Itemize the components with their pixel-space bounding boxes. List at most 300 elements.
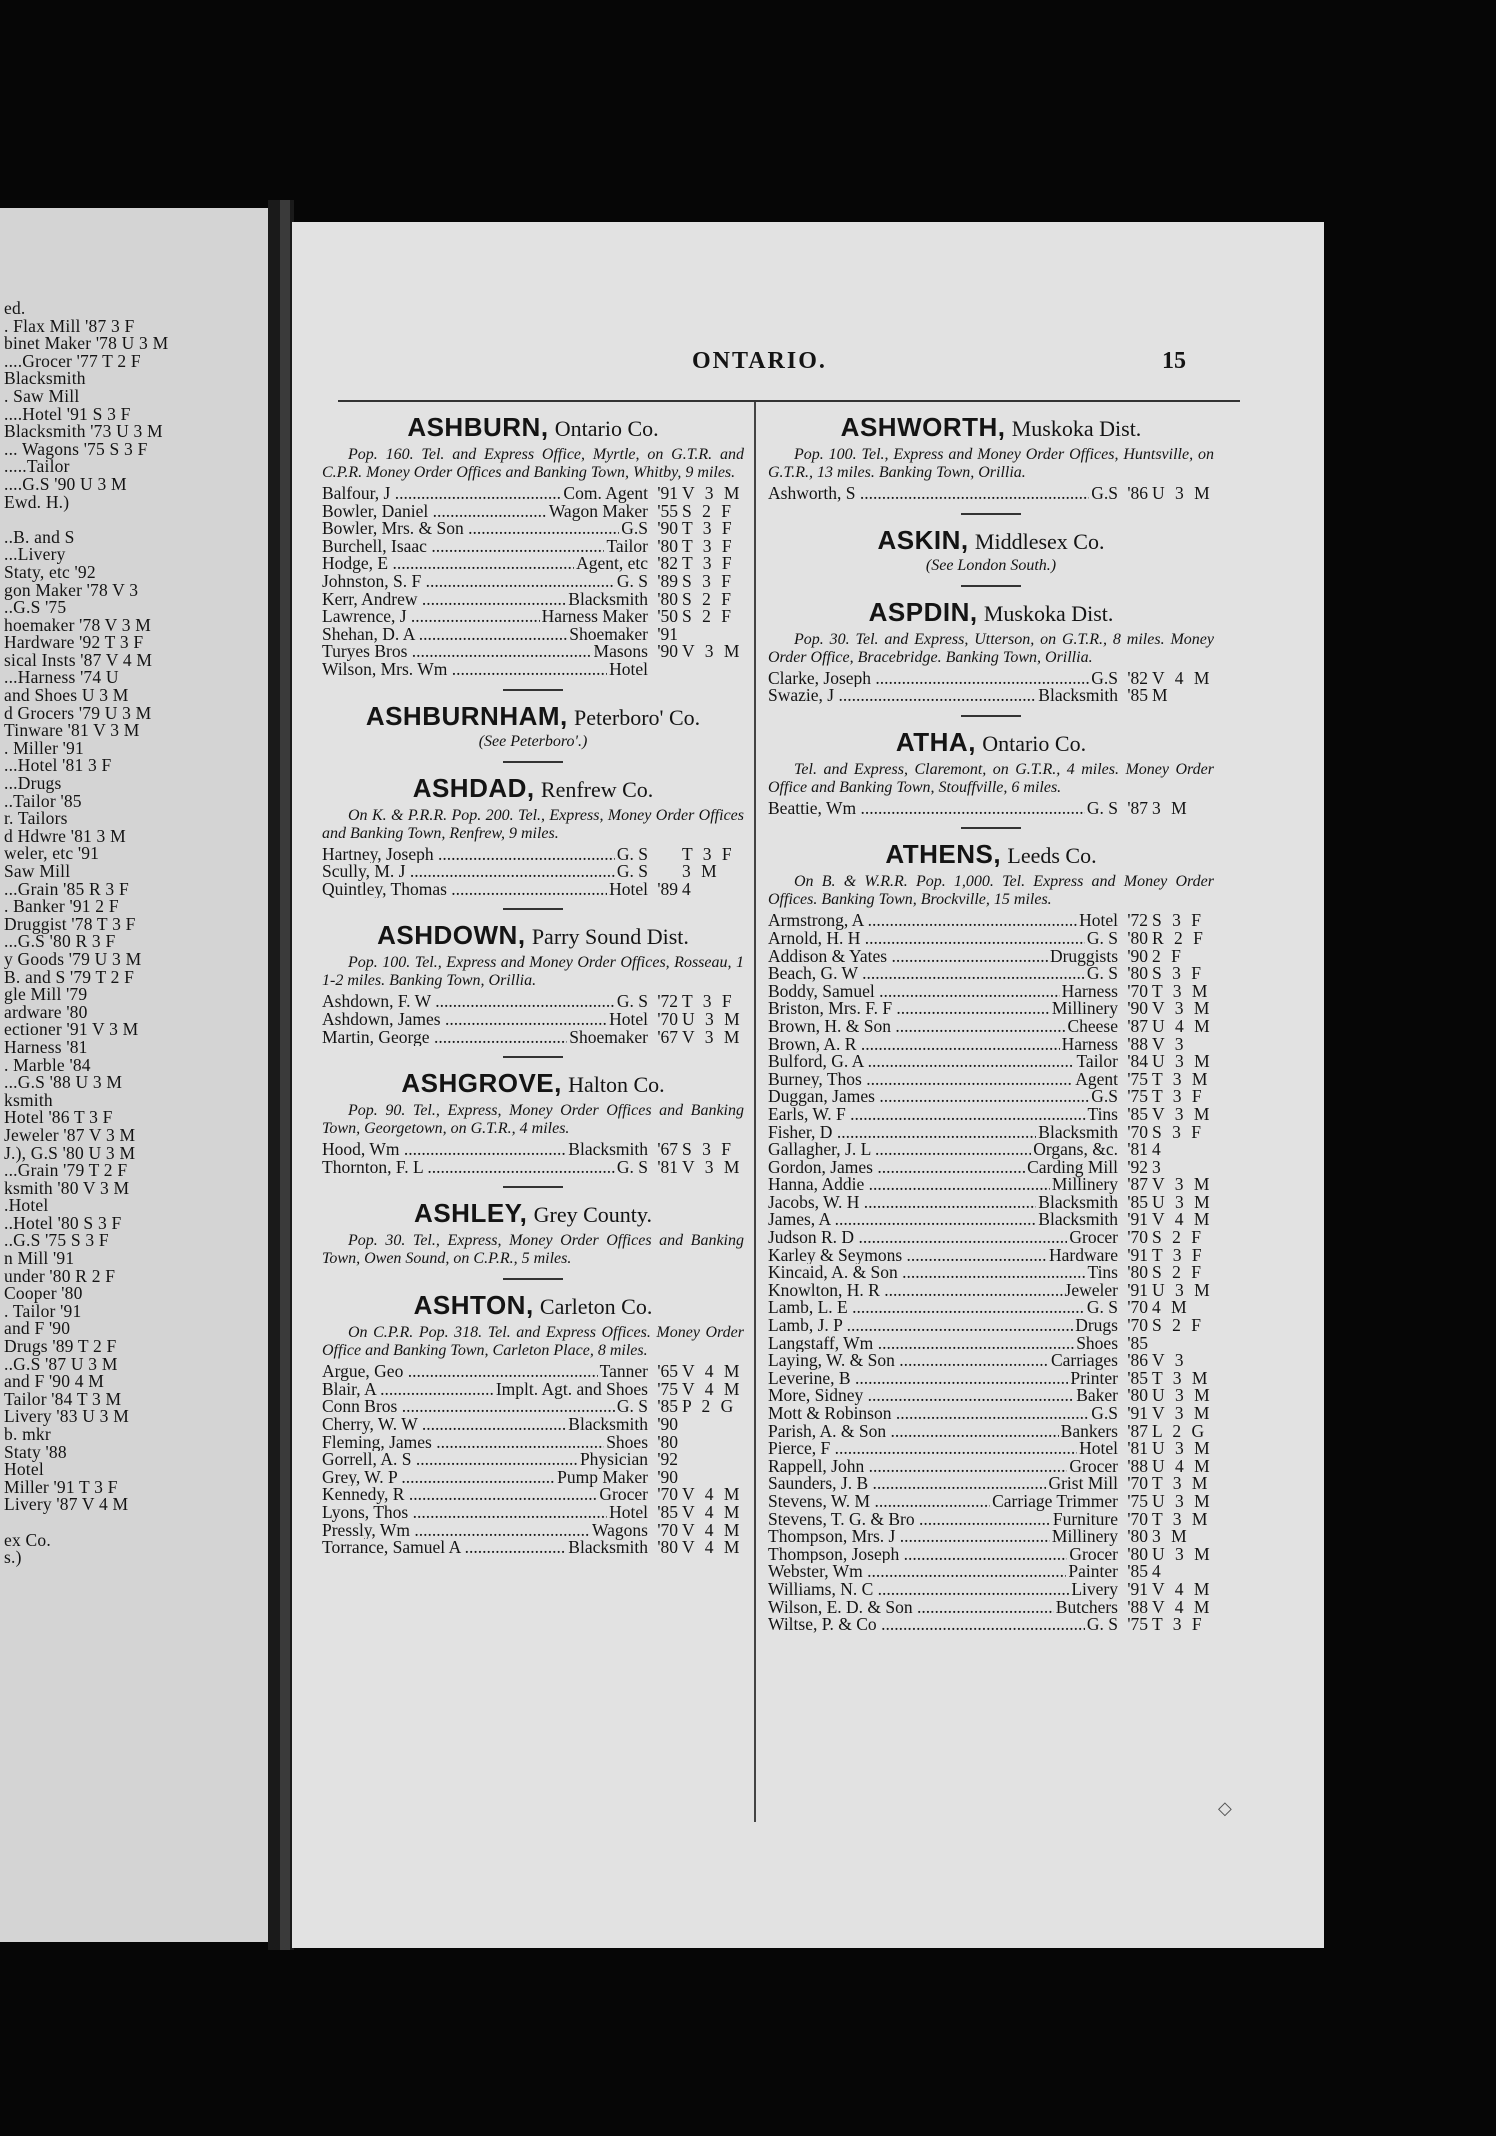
business-year: '90	[1127, 998, 1148, 1019]
cross-reference: (See London South.)	[925, 556, 1057, 574]
business-occupation: Harness	[1061, 1033, 1118, 1054]
business-rating: M	[1152, 685, 1171, 706]
entry-separator	[503, 1186, 563, 1188]
place-name: ASHGROVE,	[401, 1068, 562, 1099]
facing-page-line: y Goods '79 U 3 M	[4, 948, 142, 969]
business-year	[648, 846, 678, 864]
place-heading	[322, 1198, 744, 1230]
entry-separator	[961, 715, 1021, 717]
business-name: Shehan, D. A .....	[322, 626, 567, 644]
place-county: Ontario Co.	[554, 416, 659, 441]
cross-reference: (See Peterboro'.)	[478, 732, 588, 750]
business-rating: V 3 M	[682, 1026, 743, 1047]
facing-page-line: Blacksmith '73 U 3 M	[4, 421, 163, 442]
facing-page-line: d Hdwre '81 3 M	[4, 825, 126, 846]
business-listing	[322, 570, 744, 591]
business-occupation: Blacksmith	[568, 1537, 648, 1558]
business-name: Jacobs, W. H .....	[768, 1194, 1036, 1212]
business-rating: U 3 M	[1152, 1385, 1213, 1406]
business-listing	[768, 1015, 1214, 1036]
facing-page-line: . Saw Mill	[4, 385, 80, 406]
place-name: ASHDOWN,	[377, 920, 526, 951]
business-occupation: Butchers	[1055, 1596, 1118, 1617]
business-occupation: Grist Mill	[1048, 1473, 1118, 1494]
business-rating: T 3 M	[1152, 1473, 1211, 1494]
business-name: Conn Bros .....	[322, 1398, 615, 1416]
business-occupation: Printer	[1070, 1367, 1118, 1388]
business-name: Gorrell, A. S .....	[322, 1451, 578, 1469]
facing-page-line: ... Wagons '75 S 3 F	[4, 438, 148, 459]
business-occupation: Blacksmith	[1038, 685, 1118, 706]
business-rating: V 4 M	[682, 1378, 743, 1399]
business-rating: S 3 F	[1152, 1121, 1204, 1142]
business-year: '90	[1127, 945, 1148, 966]
business-name: Thompson, Mrs. J .....	[768, 1528, 1050, 1546]
place-description: Tel. and Express, Claremont, on G.T.R., 4 miles. Money Order Office and Banking Town, Stouffville, 6 miles.	[768, 760, 1214, 796]
business-listing	[768, 1103, 1214, 1124]
business-year: '87	[1127, 1174, 1148, 1195]
business-rating: U 3 M	[1152, 1279, 1213, 1300]
business-year: '91	[1127, 1209, 1148, 1230]
business-rating: S 3 F	[682, 1139, 734, 1160]
business-rating: V 3 M	[1152, 1103, 1213, 1124]
business-year	[648, 661, 678, 679]
business-year: '91	[657, 483, 678, 503]
business-rating: U 3 M	[1152, 1051, 1213, 1072]
business-occupation: Cheese	[1067, 1015, 1118, 1036]
business-listing	[322, 863, 744, 881]
business-occupation: Tailor	[1076, 1051, 1118, 1072]
facing-page-line: ..G.S '75 S 3 F	[4, 1230, 109, 1251]
business-occupation: Drugs	[1075, 1315, 1118, 1336]
business-rating: V 3 M	[1152, 998, 1213, 1019]
facing-page-line: Hotel	[4, 1459, 44, 1480]
place-heading	[322, 1290, 744, 1322]
business-occupation: Tins	[1087, 1262, 1118, 1283]
business-year: '85	[657, 1396, 678, 1417]
business-rating: S 3 F	[1152, 910, 1204, 931]
business-listing	[322, 535, 744, 556]
place-name: ASHBURN,	[407, 412, 549, 442]
business-listing	[322, 1141, 744, 1159]
business-name: Lyons, Thos .....	[322, 1504, 607, 1522]
business-listing	[322, 555, 744, 573]
business-name: Williams, N. C .....	[768, 1581, 1069, 1599]
business-rating: S 2 F	[682, 606, 734, 627]
facing-page-line: gle Mill '79	[4, 984, 88, 1005]
business-occupation: Hotel	[1079, 1438, 1118, 1459]
business-rating: T 3 M	[1152, 980, 1211, 1001]
business-rating: U 3 M	[1152, 483, 1213, 503]
business-listing	[322, 623, 744, 644]
business-occupation: Harness Maker	[541, 606, 648, 627]
business-occupation: G. S	[1086, 1614, 1118, 1635]
facing-page-line: ....Grocer '77 T 2 F	[4, 350, 141, 371]
business-year: '82	[657, 553, 678, 574]
business-name: Ashworth, S .....	[768, 485, 1089, 503]
facing-page-line: r. Tailors	[4, 808, 68, 829]
facing-page-text	[4, 300, 268, 1567]
business-occupation: Grocer	[1069, 1543, 1118, 1564]
business-name: Cherry, W. W .....	[322, 1416, 566, 1434]
business-name: Arnold, H. H .....	[768, 930, 1085, 948]
business-listing	[322, 1519, 744, 1540]
business-occupation: Druggists	[1049, 945, 1118, 966]
business-name: Judson R. D .....	[768, 1229, 1067, 1247]
business-rating: U 3 M	[1152, 1191, 1213, 1212]
business-listing	[322, 1451, 744, 1469]
business-name: Langstaff, Wm .....	[768, 1335, 1074, 1353]
corner-mark: ◇	[1218, 1798, 1232, 1818]
facing-page-line: ...Grain '85 R 3 F	[4, 878, 129, 899]
place-county: Ontario Co.	[982, 730, 1087, 756]
business-year: '50	[657, 606, 678, 627]
business-listing	[768, 1405, 1214, 1423]
facing-page-line: ..Hotel '80 S 3 F	[4, 1212, 122, 1233]
place-description: On K. & P.R.R. Pop. 200. Tel., Express, Money Order Offices and Banking Town, Renfrew, 9 miles.	[322, 806, 744, 842]
business-occupation: Masons	[593, 641, 648, 662]
place-county: Grey County.	[533, 1202, 652, 1228]
business-name: Torrance, Samuel A .....	[322, 1539, 566, 1557]
place-name: ASPDIN,	[868, 596, 978, 627]
business-year: '81	[1127, 1139, 1148, 1160]
business-year: '85	[1127, 685, 1148, 706]
business-rating: V 3	[1152, 1033, 1187, 1054]
business-occupation: Bankers	[1060, 1420, 1118, 1441]
place-county: Middlesex Co.	[974, 528, 1105, 554]
business-rating: 3	[1152, 1156, 1164, 1177]
business-listing	[322, 1486, 744, 1504]
facing-page-line	[4, 1514, 268, 1532]
business-year: '80	[1127, 927, 1148, 948]
business-year: '92	[657, 1449, 678, 1470]
business-rating: V 3 M	[1152, 1403, 1213, 1423]
business-year: '80	[1127, 1543, 1148, 1564]
business-occupation: Blacksmith	[568, 1139, 648, 1160]
business-year: '85	[657, 1502, 678, 1523]
entry-separator	[961, 585, 1021, 587]
business-name: Bowler, Daniel .....	[322, 503, 547, 521]
business-name: Laying, W. & Son .....	[768, 1352, 1049, 1370]
business-occupation: G.S	[621, 518, 648, 539]
business-name: Beattie, Wm .....	[768, 800, 1085, 818]
business-name: Stevens, T. G. & Bro .....	[768, 1511, 1051, 1529]
place-description: On B. & W.R.R. Pop. 1,000. Tel. Express and Money Order Offices. Banking Town, Brockville, 15 miles.	[768, 873, 1214, 909]
business-occupation: Hardware	[1049, 1244, 1118, 1265]
business-name: Leverine, B .....	[768, 1370, 1068, 1388]
business-name: Ashdown, James .....	[322, 1011, 607, 1029]
facing-page-line: and Shoes U 3 M	[4, 685, 129, 706]
facing-page-line: ex Co.	[4, 1529, 51, 1550]
place-county: Renfrew Co.	[540, 776, 654, 802]
business-occupation: Shoes	[606, 1431, 648, 1452]
facing-page-line: ...Harness '74 U	[4, 667, 119, 688]
business-name: Bulford, G. A .....	[768, 1053, 1074, 1071]
business-occupation: Organs, &c.	[1033, 1139, 1118, 1160]
right-column	[768, 412, 1214, 1644]
business-listing	[322, 608, 744, 626]
business-rating: 4	[1152, 1139, 1164, 1160]
business-occupation: G.S	[1091, 1403, 1118, 1423]
business-rating	[678, 661, 744, 679]
business-name: Webster, Wm .....	[768, 1563, 1066, 1581]
page-header-title: ONTARIO.	[692, 348, 827, 374]
business-rating	[678, 1451, 744, 1469]
facing-page-line: ..Tailor '85	[4, 790, 82, 811]
business-rating: S 3 F	[682, 570, 734, 591]
place-county: Leeds Co.	[1007, 843, 1097, 869]
business-name: Bowler, Mrs. & Son .....	[322, 520, 619, 538]
business-occupation: Livery	[1071, 1578, 1118, 1599]
business-name: Thompson, Joseph .....	[768, 1546, 1067, 1564]
business-name: Duggan, James .....	[768, 1088, 1089, 1106]
business-year: '82	[1127, 667, 1148, 688]
business-name: Hood, Wm .....	[322, 1141, 566, 1159]
facing-page-line: Tinware '81 V 3 M	[4, 720, 140, 741]
business-name: Parish, A. & Son .....	[768, 1423, 1059, 1441]
business-listing	[322, 520, 744, 538]
business-rating: 2 F	[1152, 945, 1184, 966]
business-year: '70	[1127, 980, 1148, 1001]
business-year: '70	[657, 1519, 678, 1540]
business-occupation: Harness	[1061, 980, 1118, 1001]
business-name: Knowlton, H. R .....	[768, 1282, 1063, 1300]
business-name: Blair, A .....	[322, 1381, 494, 1399]
business-year: '90	[657, 641, 678, 662]
facing-page-line: ksmith	[4, 1089, 53, 1110]
business-year: '75	[1127, 1490, 1148, 1511]
entry-separator	[961, 827, 1021, 829]
business-name: Gordon, James .....	[768, 1159, 1025, 1177]
business-rating: P 2 G	[682, 1396, 737, 1417]
business-name: Clarke, Joseph .....	[768, 670, 1089, 688]
business-occupation: Shoes	[1076, 1332, 1118, 1353]
page-number: 15	[1162, 348, 1186, 374]
business-name: Lamb, L. E .....	[768, 1299, 1085, 1317]
business-listing	[768, 1490, 1214, 1511]
book-gutter-shadow	[280, 200, 290, 1950]
business-name: Stevens, W. M .....	[768, 1493, 990, 1511]
facing-page-line: ....G.S '90 U 3 M	[4, 473, 127, 494]
business-name: More, Sidney .....	[768, 1387, 1074, 1405]
facing-page-line: Blacksmith	[4, 368, 86, 389]
place-heading	[768, 412, 1214, 444]
business-occupation: G. S	[616, 991, 648, 1012]
business-name: Pressly, Wm .....	[322, 1522, 590, 1540]
business-occupation: Millinery	[1051, 1174, 1118, 1195]
business-listing	[322, 588, 744, 609]
business-year: '80	[657, 535, 678, 556]
business-name: Addison & Yates .....	[768, 948, 1048, 966]
business-name: Armstrong, A .....	[768, 912, 1077, 930]
business-rating: 3 M	[1152, 797, 1190, 818]
business-rating: T 3 F	[682, 991, 735, 1012]
business-name: Beach, G. W .....	[768, 965, 1085, 983]
place-description: On C.P.R. Pop. 318. Tel. and Express Offices. Money Order Office and Banking Town, Carleton Place, 8 miles.	[322, 1324, 744, 1360]
facing-page-line: Jeweler '87 V 3 M	[4, 1124, 136, 1145]
business-occupation: Baker	[1076, 1385, 1118, 1406]
facing-page-line: Staty, etc '92	[4, 561, 96, 582]
directory-entry	[768, 597, 1214, 705]
business-year: '80	[657, 588, 678, 609]
place-name: ATHA,	[895, 726, 976, 757]
facing-page-line: and F '90	[4, 1318, 71, 1339]
business-name: Fisher, D .....	[768, 1124, 1036, 1142]
business-rating: S 2 F	[1152, 1315, 1204, 1336]
directory-entry	[768, 412, 1214, 503]
business-rating: S 3 F	[1152, 963, 1204, 984]
facing-page-line: and F '90 4 M	[4, 1371, 105, 1392]
business-rating: T 3 M	[1152, 1508, 1211, 1529]
business-year: '87	[1127, 1420, 1148, 1441]
business-rating: V 4 M	[682, 1537, 743, 1558]
business-name: Balfour, J .....	[322, 485, 561, 503]
business-name: Swazie, J .....	[768, 687, 1036, 705]
business-name: Fleming, James .....	[322, 1434, 604, 1452]
business-name: Ashdown, F. W .....	[322, 993, 615, 1011]
directory-entry	[768, 839, 1214, 1633]
business-occupation: G.S	[1091, 1086, 1118, 1107]
business-name: Kerr, Andrew .....	[322, 591, 566, 609]
facing-page-line: Druggist '78 T 3 F	[4, 913, 136, 934]
business-name: Thornton, F. L .....	[322, 1159, 615, 1177]
business-occupation: Grocer	[599, 1484, 648, 1505]
business-year: '80	[1127, 1385, 1148, 1406]
business-occupation: Tanner	[599, 1361, 648, 1382]
business-rating: V 4 M	[1152, 1209, 1213, 1230]
business-rating: T 3 F	[1152, 1614, 1205, 1635]
business-name: Lawrence, J .....	[322, 608, 540, 626]
business-name: Kennedy, R .....	[322, 1486, 597, 1504]
business-rating: T 3 F	[682, 518, 735, 539]
business-name: Hartney, Joseph .....	[322, 846, 615, 864]
business-name: Quintley, Thomas .....	[322, 881, 607, 899]
facing-page-line: .....Tailor	[4, 456, 70, 477]
business-name: Karley & Seymons .....	[768, 1247, 1047, 1265]
business-rating: V 3	[1152, 1350, 1187, 1371]
business-rating: V 3 M	[682, 483, 743, 503]
business-occupation: Blacksmith	[568, 1414, 648, 1435]
facing-page-line: under '80 R 2 F	[4, 1265, 116, 1286]
business-listing	[322, 1466, 744, 1487]
facing-page-line: sical Insts '87 V 4 M	[4, 649, 153, 670]
business-occupation: Physician	[579, 1449, 648, 1470]
business-occupation: Tailor	[606, 535, 648, 556]
business-name: Burney, Thos .....	[768, 1071, 1073, 1089]
business-year: '81	[1127, 1438, 1148, 1459]
business-occupation: Hotel	[609, 1502, 648, 1523]
business-listing	[322, 658, 744, 679]
business-name: Kincaid, A. & Son .....	[768, 1264, 1086, 1282]
business-name: Brown, H. & Son .....	[768, 1018, 1065, 1036]
facing-page-line: ..B. and S	[4, 526, 75, 547]
business-occupation: G. S	[616, 843, 648, 864]
business-rating: U 3 M	[1152, 1543, 1213, 1564]
business-name: Scully, M. J .....	[322, 863, 615, 881]
business-rating: V 3 M	[682, 1156, 743, 1177]
business-occupation: Grocer	[1069, 1455, 1118, 1476]
business-occupation: Carriage Trimmer	[992, 1490, 1118, 1511]
business-listing	[322, 500, 744, 521]
facing-page-line: ksmith '80 V 3 M	[4, 1177, 130, 1198]
business-rating: S 2 F	[682, 500, 734, 521]
business-year: '91	[657, 623, 678, 644]
entry-separator	[503, 908, 563, 910]
business-occupation: Hotel	[609, 1008, 648, 1029]
facing-page-line: J.), G.S '80 U 3 M	[4, 1142, 136, 1163]
directory-entry	[322, 920, 744, 1046]
business-rating: R 2 F	[1152, 927, 1206, 948]
business-year: '70	[657, 1008, 678, 1029]
business-year: '75	[1127, 1086, 1148, 1107]
business-occupation: Millinery	[1051, 998, 1118, 1019]
place-heading	[768, 727, 1214, 759]
business-year: '75	[657, 1378, 678, 1399]
business-year: '88	[1127, 1596, 1148, 1617]
business-year: '85	[1127, 1332, 1148, 1353]
business-year: '80	[657, 1537, 678, 1558]
facing-page-line: Livery '83 U 3 M	[4, 1406, 129, 1427]
business-year: '84	[1127, 1051, 1148, 1072]
directory-entry	[768, 727, 1214, 818]
business-occupation: Jeweler	[1064, 1279, 1118, 1300]
facing-page-line: d Grocers '79 U 3 M	[4, 702, 152, 723]
facing-page-line: b. mkr	[4, 1424, 51, 1444]
facing-page-line: Tailor '84 T 3 M	[4, 1388, 122, 1409]
business-name: James, A .....	[768, 1211, 1036, 1229]
facing-page-line: gon Maker '78 V 3	[4, 579, 139, 600]
business-year: '88	[1127, 1033, 1148, 1054]
business-year: '86	[1127, 1350, 1148, 1371]
business-occupation: Furniture	[1052, 1508, 1118, 1529]
business-rating: S 2 F	[682, 588, 734, 609]
business-rating: L 2 G	[1152, 1420, 1208, 1441]
business-rating: V 3 M	[682, 641, 743, 662]
business-rating: T 3 F	[1152, 1244, 1205, 1265]
business-name: Wiltse, P. & Co .....	[768, 1616, 1085, 1634]
place-description: Pop. 100. Tel., Express and Money Order Offices, Huntsville, on G.T.R., 13 miles. Banking Town, Orillia.	[768, 446, 1214, 481]
business-year: '85	[1127, 1103, 1148, 1124]
place-county: Muskoka Dist.	[983, 600, 1114, 626]
left-column	[322, 412, 744, 1567]
directory-entry	[322, 1198, 744, 1268]
facing-page-line: ...Livery	[4, 544, 66, 565]
facing-page-line: . Banker '91 2 F	[4, 896, 119, 917]
place-name: ATHENS,	[885, 839, 1002, 870]
place-county: Muskoka Dist.	[1011, 416, 1142, 441]
place-heading	[768, 839, 1214, 871]
business-year: '70	[1127, 1508, 1148, 1529]
directory-entry	[768, 525, 1214, 575]
facing-page-line: n Mill '91	[4, 1248, 75, 1269]
business-year: '70	[1127, 1315, 1148, 1336]
business-name: Grey, W. P .....	[322, 1469, 555, 1487]
business-occupation: Blacksmith	[1038, 1191, 1118, 1212]
business-rating: 4	[1152, 1561, 1164, 1582]
place-county: Carleton Co.	[539, 1294, 653, 1320]
business-year: '72	[657, 991, 678, 1012]
business-rating: T 3 F	[682, 843, 735, 864]
entry-separator	[961, 513, 1021, 515]
business-occupation: G. S	[616, 1156, 648, 1177]
entry-separator	[503, 1278, 563, 1280]
place-description: Pop. 90. Tel., Express, Money Order Offices and Banking Town, Georgetown, on G.T.R., 4 miles.	[322, 1102, 744, 1138]
business-listing	[768, 927, 1214, 948]
directory-entry	[322, 1068, 744, 1176]
business-listing	[322, 843, 744, 864]
business-name: Martin, George .....	[322, 1029, 567, 1047]
entry-separator	[503, 689, 563, 691]
